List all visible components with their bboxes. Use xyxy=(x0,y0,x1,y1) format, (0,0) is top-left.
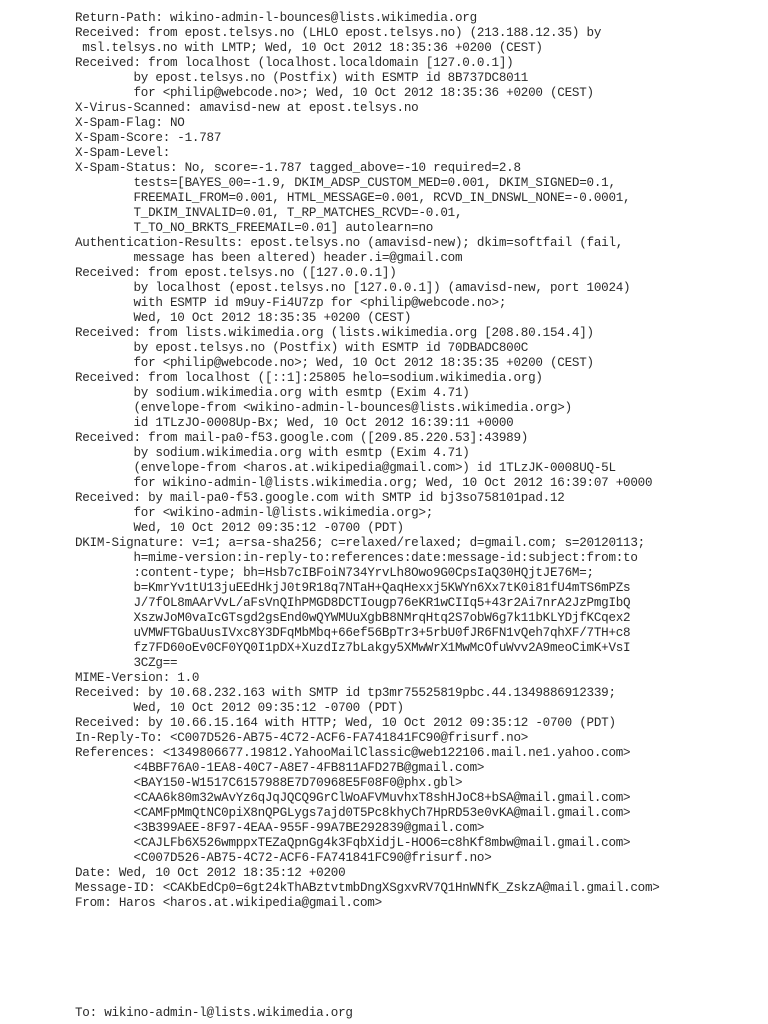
header-line: by epost.telsys.no (Postfix) with ESMTP id 70DBADC800C xyxy=(75,341,529,355)
header-line: (envelope-from <haros.at.wikipedia@gmail.com>) id 1TLzJK-0008UQ-5L xyxy=(75,461,616,475)
header-line: T_TO_NO_BRKTS_FREEMAIL=0.01] autolearn=no xyxy=(75,221,434,235)
header-line: FREEMAIL_FROM=0.001, HTML_MESSAGE=0.001, RCVD_IN_DNSWL_NONE=-0.0001, xyxy=(75,191,631,205)
header-line: DKIM-Signature: v=1; a=rsa-sha256; c=relaxed/relaxed; d=gmail.com; s=20120113; xyxy=(75,536,645,550)
header-line: X-Spam-Flag: NO xyxy=(75,116,185,130)
header-line: Received: from epost.telsys.no ([127.0.0.1]) xyxy=(75,266,397,280)
header-line: Wed, 10 Oct 2012 09:35:12 -0700 (PDT) xyxy=(75,521,404,535)
header-line: Received: from localhost (localhost.localdomain [127.0.0.1]) xyxy=(75,56,514,70)
header-line: Message-ID: <CAKbEdCp0=6gt24kThABztvtmbDngXSgxvRV7Q1HnWNfK_ZskzA@mail.gmail.com> xyxy=(75,881,660,895)
header-line: XszwJoM0vaIcGTsgd2gsEnd0wQYWMUuXgbB8NMrqHtq2S7obW6g7k11bKLYDjfKCqex2 xyxy=(75,611,631,625)
header-line: for <wikino-admin-l@lists.wikimedia.org>; xyxy=(75,506,434,520)
header-line: X-Spam-Level: xyxy=(75,146,170,160)
header-line: fz7FD60oEv0CF0YQ0I1pDX+XuzdIz7bLakgy5XMwWrX1MwMcOfuWvv2A9meoCimK+VsI xyxy=(75,641,631,655)
header-line: Received: by 10.68.232.163 with SMTP id tp3mr75525819pbc.44.1349886912339; xyxy=(75,686,616,700)
header-line: J/7fOL8mAArVvL/aFsVnQIhPMGD8DCTIougp76eKR1wCIIq5+43r2Ai7nrA2JzPmgIbQ xyxy=(75,596,631,610)
header-line: for <philip@webcode.no>; Wed, 10 Oct 2012 18:35:35 +0200 (CEST) xyxy=(75,356,594,370)
header-line: (envelope-from <wikino-admin-l-bounces@lists.wikimedia.org>) xyxy=(75,401,572,415)
header-line: uVMWFTGbaUusIVxc8Y3DFqMbMbq+66ef56BpTr3+5rbU0fJR6FN1vQeh7qhXF/7TH+c8 xyxy=(75,626,631,640)
header-line: <CAA6k80m32wAvYz6qJqJQCQ9GrClWoAFVMuvhxT8shHJoC8+bSA@mail.gmail.com> xyxy=(75,791,631,805)
header-line: <C007D526-AB75-4C72-ACF6-FA741841FC90@frisurf.no> xyxy=(75,851,492,865)
header-line: T_DKIM_INVALID=0.01, T_RP_MATCHES_RCVD=-0.01, xyxy=(75,206,463,220)
header-line: <CAMFpMmQtNC0piX8nQPGLygs7ajd0T5Pc8khyCh7HpRD53e0vKA@mail.gmail.com> xyxy=(75,806,631,820)
header-line: Return-Path: wikino-admin-l-bounces@lists.wikimedia.org xyxy=(75,11,477,25)
header-line: Received: from epost.telsys.no (LHLO epost.telsys.no) (213.188.12.35) by xyxy=(75,26,602,40)
header-line: <CAJLFb6X526wmppxTEZaQpnGg4k3FqbXidjL-HOO6=c8hKf8mbw@mail.gmail.com> xyxy=(75,836,631,850)
header-line: Date: Wed, 10 Oct 2012 18:35:12 +0200 xyxy=(75,866,346,880)
header-line: message has been altered) header.i=@gmail.com xyxy=(75,251,463,265)
header-line: tests=[BAYES_00=-1.9, DKIM_ADSP_CUSTOM_MED=0.001, DKIM_SIGNED=0.1, xyxy=(75,176,616,190)
header-line: msl.telsys.no with LMTP; Wed, 10 Oct 2012 18:35:36 +0200 (CEST) xyxy=(75,41,543,55)
header-line: MIME-Version: 1.0 xyxy=(75,671,200,685)
email-header-block xyxy=(75,11,755,911)
header-line: <3B399AEE-8F97-4EAA-955F-99A7BE292839@gmail.com> xyxy=(75,821,485,835)
header-line: by epost.telsys.no (Postfix) with ESMTP id 8B737DC8011 xyxy=(75,71,529,85)
header-line: by localhost (epost.telsys.no [127.0.0.1]) (amavisd-new, port 10024) xyxy=(75,281,631,295)
header-line: Wed, 10 Oct 2012 18:35:35 +0200 (CEST) xyxy=(75,311,412,325)
header-line: <BAY150-W1517C6157988E7D70968E5F08F0@phx.gbl> xyxy=(75,776,463,790)
to-header-line: To: wikino-admin-l@lists.wikimedia.org xyxy=(75,1006,353,1020)
header-line: for wikino-admin-l@lists.wikimedia.org; Wed, 10 Oct 2012 16:39:07 +0000 xyxy=(75,476,653,490)
header-line: X-Virus-Scanned: amavisd-new at epost.telsys.no xyxy=(75,101,419,115)
header-line: X-Spam-Status: No, score=-1.787 tagged_above=-10 required=2.8 xyxy=(75,161,521,175)
header-line: b=KmrYv1tU13juEEdHkjJ0t9R18q7NTaH+QaqHexxj5KWYn6Xx7tK0i81fU4mTS6mPZs xyxy=(75,581,631,595)
header-line: Authentication-Results: epost.telsys.no (amavisd-new); dkim=softfail (fail, xyxy=(75,236,624,250)
header-line: Received: from localhost ([::1]:25805 helo=sodium.wikimedia.org) xyxy=(75,371,543,385)
header-line: by sodium.wikimedia.org with esmtp (Exim 4.71) xyxy=(75,386,470,400)
header-line: <4BBF76A0-1EA8-40C7-A8E7-4FB811AFD27B@gmail.com> xyxy=(75,761,485,775)
header-line: References: <1349806677.19812.YahooMailClassic@web122106.mail.ne1.yahoo.com> xyxy=(75,746,631,760)
header-line: Received: by mail-pa0-f53.google.com with SMTP id bj3so758101pad.12 xyxy=(75,491,565,505)
header-line: 3CZg== xyxy=(75,656,178,670)
header-line: by sodium.wikimedia.org with esmtp (Exim 4.71) xyxy=(75,446,470,460)
header-line: Received: from mail-pa0-f53.google.com ([209.85.220.53]:43989) xyxy=(75,431,529,445)
header-line: Received: from lists.wikimedia.org (lists.wikimedia.org [208.80.154.4]) xyxy=(75,326,594,340)
header-line: id 1TLzJO-0008Up-Bx; Wed, 10 Oct 2012 16:39:11 +0000 xyxy=(75,416,514,430)
header-line: with ESMTP id m9uy-Fi4U7zp for <philip@webcode.no>; xyxy=(75,296,507,310)
header-line: From: Haros <haros.at.wikipedia@gmail.com> xyxy=(75,896,382,910)
header-line: Received: by 10.66.15.164 with HTTP; Wed, 10 Oct 2012 09:35:12 -0700 (PDT) xyxy=(75,716,616,730)
header-line: for <philip@webcode.no>; Wed, 10 Oct 2012 18:35:36 +0200 (CEST) xyxy=(75,86,594,100)
header-line: :content-type; bh=Hsb7cIBFoiN734YrvLh8Owo9G0CpsIaQ30HQjtJE76M=; xyxy=(75,566,594,580)
header-line: In-Reply-To: <C007D526-AB75-4C72-ACF6-FA741841FC90@frisurf.no> xyxy=(75,731,529,745)
header-line: h=mime-version:in-reply-to:references:date:message-id:subject:from:to xyxy=(75,551,638,565)
header-line: Wed, 10 Oct 2012 09:35:12 -0700 (PDT) xyxy=(75,701,404,715)
header-line: X-Spam-Score: -1.787 xyxy=(75,131,222,145)
